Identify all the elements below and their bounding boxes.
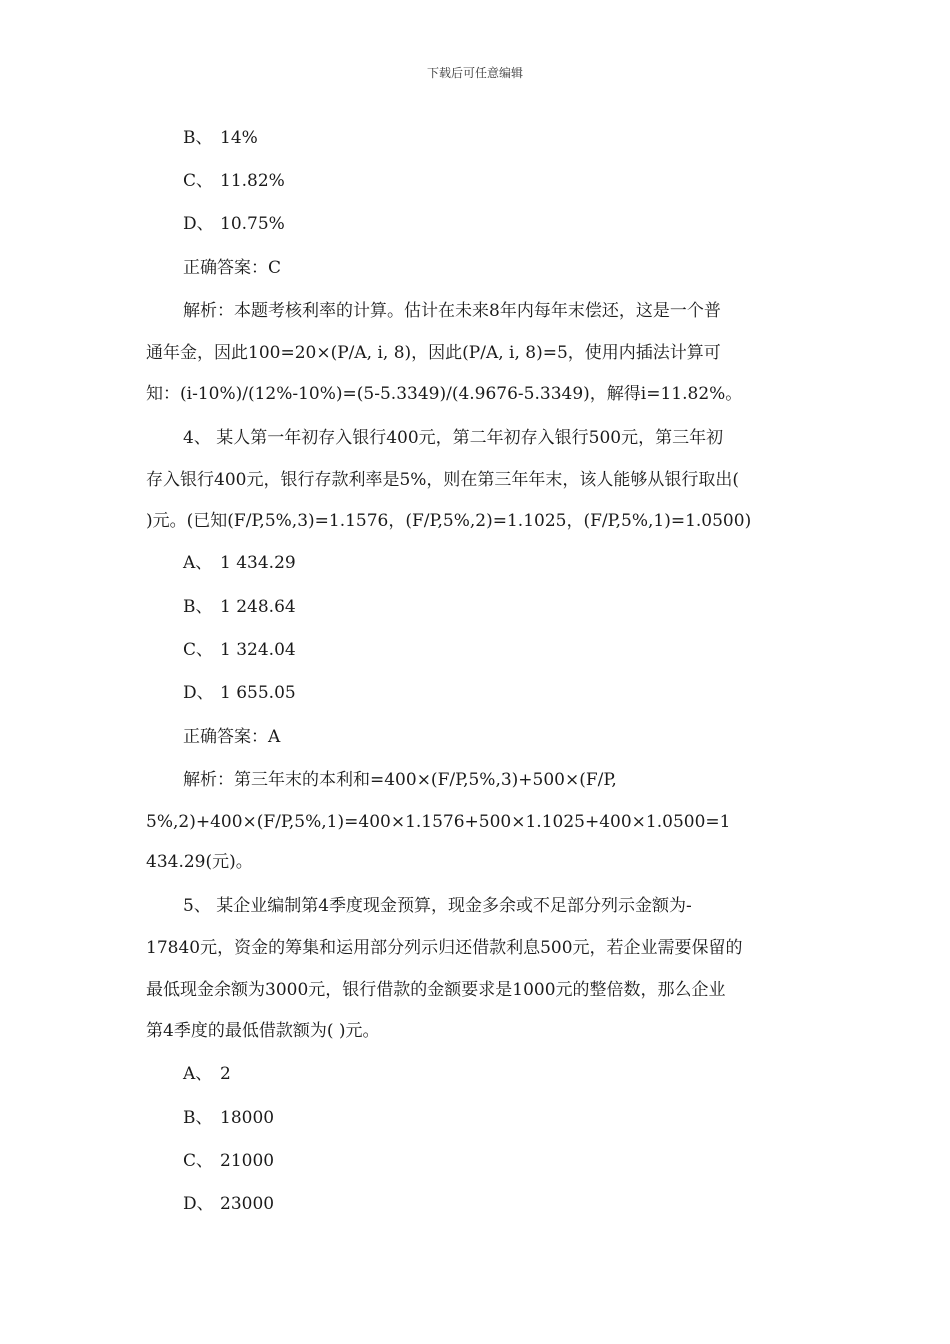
correct-answer: 正确答案：A (183, 727, 281, 747)
option-b (183, 126, 258, 150)
option-label: D、 (183, 214, 214, 234)
option-text: 10.75% (220, 214, 285, 234)
option-text: 2 (220, 1064, 231, 1084)
option-text: 1 434.29 (220, 553, 296, 573)
option-c (183, 169, 285, 193)
option-d (183, 212, 285, 236)
option-a (183, 1062, 231, 1086)
option-d (183, 681, 296, 705)
option-text: 18000 (220, 1108, 275, 1128)
analysis-line: 解析：第三年末的本利和=400×(F/P,5%,3)+500×(F/P, (183, 770, 617, 790)
question-line: 17840元，资金的筹集和运用部分列示归还借款利息500元，若企业需要保留的 (146, 938, 743, 958)
option-label: C、 (183, 1151, 214, 1171)
option-c (183, 638, 296, 662)
question-line: 5、 某企业编制第4季度现金预算，现金多余或不足部分列示金额为- (183, 896, 692, 916)
analysis-line: 434.29(元)。 (146, 852, 253, 872)
option-text: 11.82% (220, 171, 285, 191)
correct-answer: 正确答案：C (183, 258, 282, 278)
option-b (183, 595, 296, 619)
option-label: D、 (183, 683, 214, 703)
analysis-line: 解析：本题考核利率的计算。估计在未来8年内每年末偿还，这是一个普 (183, 301, 721, 321)
option-text: 14% (220, 128, 258, 148)
question-line: 最低现金余额为3000元，银行借款的金额要求是1000元的整倍数，那么企业 (146, 980, 726, 1000)
option-text: 23000 (220, 1194, 275, 1214)
option-label: B、 (183, 1108, 213, 1128)
option-d (183, 1192, 274, 1216)
option-c (183, 1149, 274, 1173)
option-text: 21000 (220, 1151, 275, 1171)
analysis-line: 5%,2)+400×(F/P,5%,1)=400×1.1576+500×1.1025+400×1.0500=1 (146, 812, 731, 832)
page-header: 下载后可任意编辑 (426, 66, 523, 80)
question-line: 存入银行400元，银行存款利率是5%，则在第三年年末，该人能够从银行取出( (146, 470, 740, 490)
analysis-line: 知：(i-10%)/(12%-10%)=(5-5.3349)/(4.9676-5.3349)，解得i=11.82%。 (146, 384, 743, 404)
option-label: C、 (183, 171, 214, 191)
option-b (183, 1106, 274, 1130)
option-label: D、 (183, 1194, 214, 1214)
question-line: 第4季度的最低借款额为( )元。 (146, 1021, 380, 1041)
option-label: B、 (183, 128, 213, 148)
question-line: )元。(已知(F/P,5%,3)=1.1576，(F/P,5%,2)=1.1025，(F/P,5%,1)=1.0500) (146, 511, 752, 531)
option-text: 1 324.04 (220, 640, 296, 660)
option-label: C、 (183, 640, 214, 660)
option-label: B、 (183, 597, 213, 617)
question-line: 4、 某人第一年初存入银行400元，第二年初存入银行500元，第三年初 (183, 428, 724, 448)
option-text: 1 655.05 (220, 683, 296, 703)
analysis-line: 通年金，因此100=20×(P/A, i, 8)，因此(P/A, i, 8)=5，使用内插法计算可 (146, 343, 721, 363)
option-label: A、 (183, 553, 213, 573)
option-text: 1 248.64 (220, 597, 296, 617)
option-label: A、 (183, 1064, 213, 1084)
option-a (183, 551, 296, 575)
